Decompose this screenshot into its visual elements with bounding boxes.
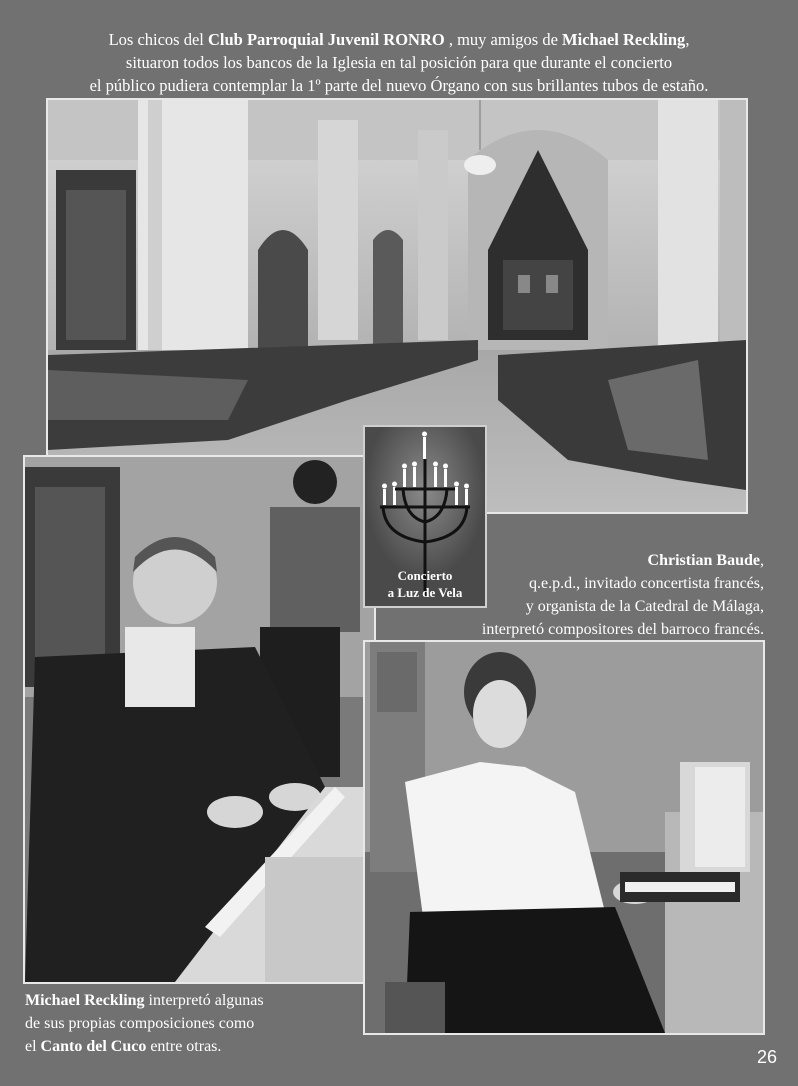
page-number: 26 (756, 1047, 777, 1067)
caption-text: entre otras. (146, 1038, 222, 1055)
person-name: Michael Reckling (562, 30, 686, 49)
piece-title: Canto del Cuco (40, 1038, 147, 1055)
caption-line: el público pudiera contemplar la 1º parte del nuevo Órgano con sus brillantes tubos de estaño. (89, 76, 709, 95)
caption-line: y organista de la Catedral de Málaga, (525, 598, 764, 615)
caption-text: interpretó algunas (144, 992, 264, 1009)
michael-reckling-caption (25, 989, 355, 1058)
club-name: Club Parroquial Juvenil RONRO (208, 30, 445, 49)
person-name: Michael Reckling (25, 992, 145, 1009)
person-name: Christian Baude (647, 552, 760, 569)
caption-text: , (760, 552, 764, 569)
caption-line: de sus propias composiciones como (25, 1015, 255, 1032)
caption-text: Los chicos del (108, 30, 208, 49)
caption-line: interpretó compositores del barroco francés. (481, 621, 764, 638)
michael-reckling-photo (23, 455, 376, 984)
top-caption (30, 28, 768, 97)
caption-text: el (25, 1038, 41, 1055)
christian-baude-photo (363, 640, 765, 1035)
caption-text: , (685, 30, 690, 49)
badge-title: Concierto (397, 568, 453, 583)
badge-subtitle: a Luz de Vela (387, 585, 463, 600)
christian-baude-caption (424, 549, 764, 641)
caption-text: , muy amigos de (444, 30, 563, 49)
caption-line: q.e.p.d., invitado concertista francés, (528, 575, 764, 592)
caption-line: situaron todos los bancos de la Iglesia en tal posición para que durante el concierto (125, 53, 673, 72)
